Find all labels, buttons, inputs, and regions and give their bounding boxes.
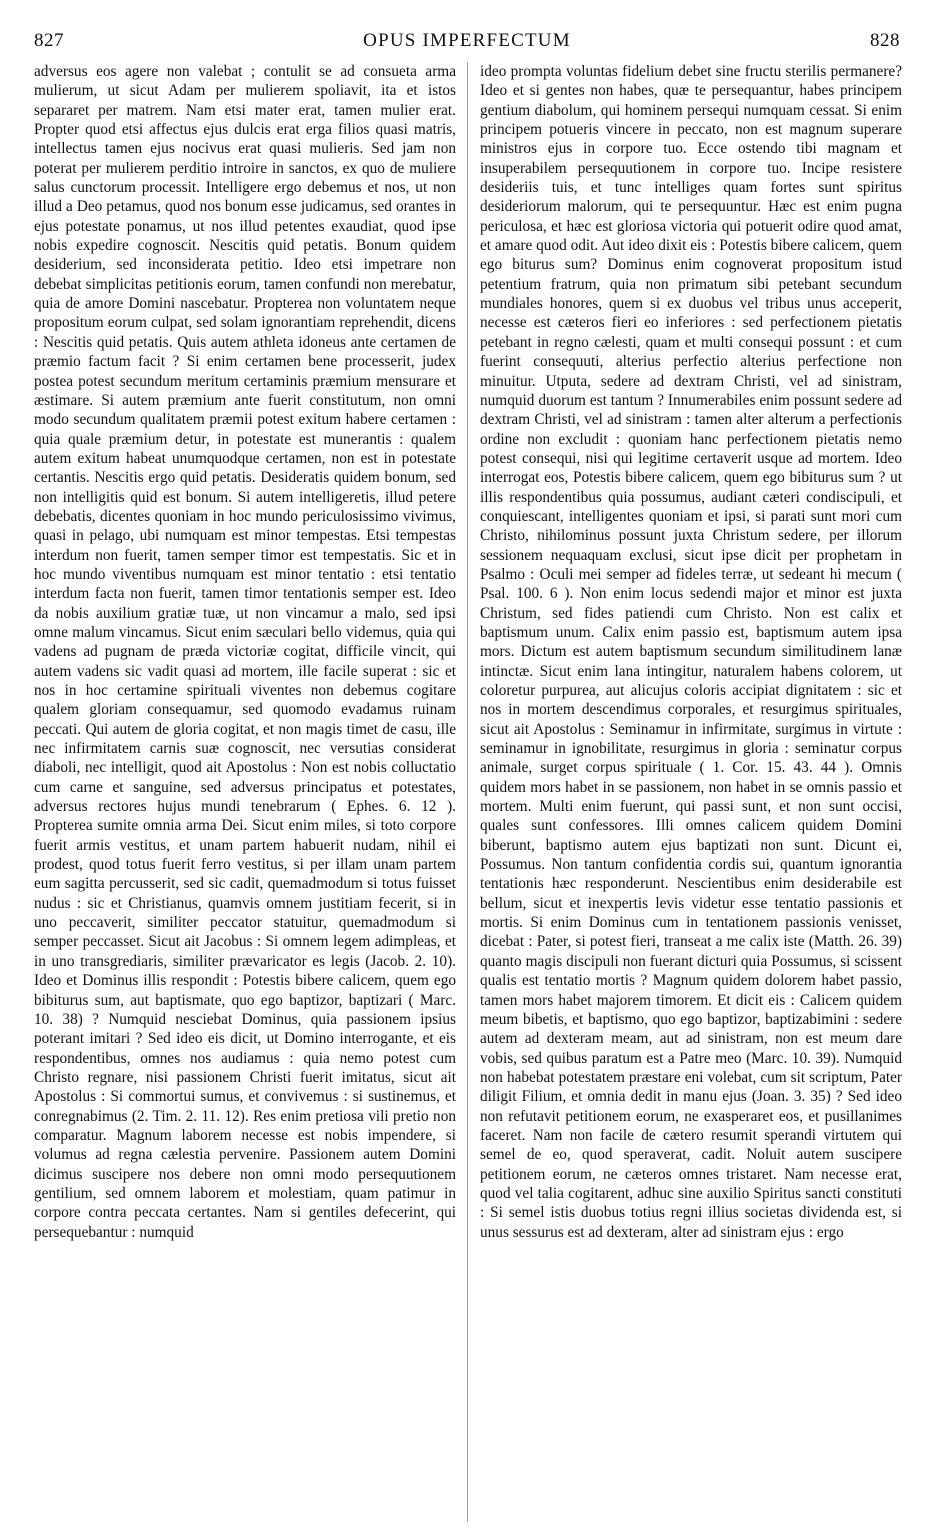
column-divider [467,62,468,1522]
left-text-column [34,62,456,1527]
running-header [34,30,900,56]
right-page-number: 828 [870,30,900,51]
right-text-column [480,62,902,1527]
left-page-number: 827 [34,30,64,51]
left-column-text: adversus eos agere non valebat ; contulit se ad consueta arma mulierum, ut sicut Adam per mulierem spoliavit, ita et istos separaret per matrem. Nam etsi mater erat, tamen mulier erat. Propter quod etsi affectus ejus dulcis erat erga filios quasi matris, intellectus tamen ejus nocivus erat quasi mulieris. Sed jam non poterat per mulierem perditio introire in sanctos, ex quo de muliere salus cunctorum processit. Intelligere ergo debemus et nos, ut non illud a Deo petamus, quod nos bonum esse judicamus, sed orantes in ejus potestate ponamus, ut nos illud petentes exaudiat, quod ipse nobis expedire cognoscit. Nescitis quid petatis. Bonum quidem desiderium, sed inconsiderata petitio. Ideo etsi impetrare non debebat simplicitas petitionis eorum, tamen confundi non merebatur, quia de amore Domini nascebatur. Propterea non voluntatem neque propositum eorum culpat, sed solam ignorantiam reprehendit, dicens : Nescitis quid petatis. Quis autem athleta idoneus ante certamen de præmio factum facit ? Si enim certamen bene processerit, judex postea potest secundum meritum certaminis præmium mensurare et æstimare. Si autem præmium ante fuerit constitutum, non omni modo secundum qualitatem præmii potest exitum habere certamen : quia quale præmium detur, in potestate est munerantis : qualem autem exitum habeat unumquodque certamen, non est in potestate certantis. Nescitis ergo quid petatis. Desideratis quidem bonum, sed non intelligitis quid est bonum. Si autem intelligeretis, illud petere debebatis, dicentes quoniam in hoc mundo periculosissimo vivimus, quasi in pelago, ubi numquam est minor tempestas. Etsi tempestas interdum non fuerit, tamen semper timor est tempestatis. Sic et in hoc mundo viventibus numquam est minor tentatio : etsi tentatio interdum facta non fuerit, tamen timor tentationis semper est. Ideo da nobis auxilium gratiæ tuæ, ut non vincamur a malo, sed ipsi omne malum vincamus. Sicut enim sæculari bello videmus, quia qui vadens ad pugnam de præda victoriæ cogitat, difficile vincit, qui autem vadens sic vadit quasi ad mortem, ille facile superat : sic et nos in hoc certamine spirituali viventes non debemus cogitare qualem gloriam consequamur, sed quomodo evadamus ruinam peccati. Qui autem de gloria cogitat, et non magis timet de casu, ille nec infirmitatem carnis suæ cognoscit, nec versutias considerat diaboli, nec intelligit, quod ait Apostolus : Non est nobis colluctatio cum carne et sanguine, sed adversus principatus et potestates, adversus rectores hujus mundi tenebrarum ( Ephes. 6. 12 ). Propterea sumite omnia arma Dei. Sicut enim miles, si toto corpore fuerit armis vestitus, et unam partem habuerit nudam, nihil ei prodest, quod totus fuerit ferro vestitus, si per illam unam partem eum sagitta percusserit, sed sic cadit, quemadmodum si totus fuisset nudus : sic et Christianus, quamvis omnem justitiam fecerit, si in uno peccaverit, similiter peccator statuitur, quemadmodum si semper peccasset. Sicut ait Jacobus : Si omnem legem adimpleas, et in uno transgrediaris, similiter prævaricator es legis (Jacob. 2. 10). Ideo et Dominus illis respondit : Potestis bibere calicem, quem ego bibiturus sum, aut baptismate, quo ego baptizor, baptizari ( Marc. 10. 38) ? Numquid nesciebat Dominus, quia passionem ipsius poterant imitari ? Sed ideo eis dicit, ut Domino interrogante, et eis respondentibus, omnes nos audiamus : quia nemo potest cum Christo regnare, nisi passionem Christi fuerit imitatus, sicut ait Apostolus : Si commortui sumus, et convivemus : si sustinemus, et conregnabimus (2. Tim. 2. 11. 12). Res enim pretiosa vili pretio non comparatur. Magnum laborem necesse est nobis impendere, si volumus ad regna cælestia pervenire. Passionem autem Domini dicimus suscipere nos debere non omni modo persequutionem gentilium, sed omnem laborem et molestiam, quam patimur in corpore contra peccata certantes. Nam si gentiles defecerint, qui persequebantur : numquid [34,63,456,1241]
right-column-text: ideo prompta voluntas fidelium debet sine fructu sterilis permanere? Ideo et si gentes non habes, quæ te persequantur, habes principem gentium diabolum, qui hominem persequi numquam cessat. Si enim principem potueris vincere in peccato, non est magnum superare ministros ejus in corpore tuo. Ecce ostendo tibi magnam et insuperabilem persequutionem in corpore tuo. Incipe resistere desideriis tuis, et tunc intelliges quam fortes sunt spiritus desideriorum malorum, qui te persequuntur. Hæc est enim pugna periculosa, et hæc est gloriosa victoria qui potuerit odire quod amat, et amare quod odit. Aut ideo dixit eis : Potestis bibere calicem, quem ego biturus sum? Dominus enim cognoverat propositum istud petentium fratrum, quia non primatum sibi petebant secundum mundiales honores, quem si ex duobus vel tribus unus acceperit, necesse est cæteros fieri eo inferiores : sed perfectionem pietatis petebant in regno cælesti, quam et multi consequi possunt : et cum fuerint consequuti, alterius perfectio alterius perfectione non minuitur. Utputa, sedere ad dextram Christi, vel ad sinistram, numquid duorum est tantum ? Innumerabiles enim possunt sedere ad dextram Christi, vel ad sinistram : tamen alter alterum a perfectionis ordine non excludit : quoniam hanc perfectionem pietatis nemo potest consequi, nisi qui legitime certaverit usque ad mortem. Ideo interrogat eos, Potestis bibere calicem, quem ego bibiturus sum ? ut illis respondentibus quia possumus, audiant cæteri condiscipuli, et conquiescant, intelligentes quoniam et ipsi, si parati sunt mori cum Christo, nihilominus possunt juxta Christum sedere, per illorum sessionem nequaquam exclusi, sicut ipse dicit per prophetam in Psalmo : Oculi mei semper ad fideles terræ, ut sedeant hi mecum ( Psal. 100. 6 ). Non enim locus sedendi major et minor est juxta Christum, sed fides patiendi cum Christo. Non est calix et baptismum unum. Calix enim passio est, baptismum autem ipsa mors. Dictum est autem baptismum secundum similitudinem lanæ intinctæ. Sicut enim lana intingitur, naturalem habens colorem, ut coloretur purpurea, aut alicujus coloris accipiat dignitatem : sic et nos in mortem descendimus corporales, et resurgimus spirituales, sicut ait Apostolus : Seminamur in infirmitate, surgimus in virtute : seminamur in ignobilitate, resurgimus in gloria : seminatur corpus animale, surget corpus spirituale ( 1. Cor. 15. 43. 44 ). Omnis quidem mors habet in se passionem, non habet in se omnis passio et mortem. Multi enim fuerunt, qui passi sunt, et non sunt occisi, quales sunt confessores. Illi omnes calicem quidem Domini biberunt, baptismo autem ejus baptizati non sunt. Dicunt ei, Possumus. Non tantum confidentia cordis sui, quantum ignorantia tentationis hæc responderunt. Nescientibus enim desiderabile est bellum, sicut et inexpertis levis videtur esse tentatio passionis et mortis. Si enim Dominus cum in tentationem passionis venisset, dicebat : Pater, si potest fieri, transeat a me calix iste (Matth. 26. 39) quanto magis discipuli non fuerant dicturi quia Possumus, si scissent qualis est tentatio mortis ? Magnum quidem dolorem habet passio, tamen mors habet majorem timorem. Et dicit eis : Calicem quidem meum bibetis, et baptismo, quo ego baptizor, baptizabimini : sedere autem ad dexteram meam, aut ad sinistram, non est meum dare vobis, sed quibus paratum est a Patre meo (Marc. 10. 39). Numquid non habebat potestatem præstare eni volebat, cum sit scriptum, Pater diligit Filium, et omnia dedit in manu ejus (Joan. 3. 35) ? Sed ideo non refutavit petitionem eorum, ne exasperaret eos, et pusillanimes faceret. Nam non facile de cætero resumit sperandi virtutem qui semel de eo, quod speraverat, cadit. Noluit autem suscipere petitionem eorum, ne cæteros omnes tristaret. Nam necesse erat, quod vel talia cogitarent, adhuc sine auxilio Spiritus sancti constituti : Si semel istis duobus totius regni illius societas dividenda est, si unus sessurus est ad dexteram, alter ad sinistram ejus : ergo [480,63,902,1241]
running-title: OPUS IMPERFECTUM [363,30,571,51]
